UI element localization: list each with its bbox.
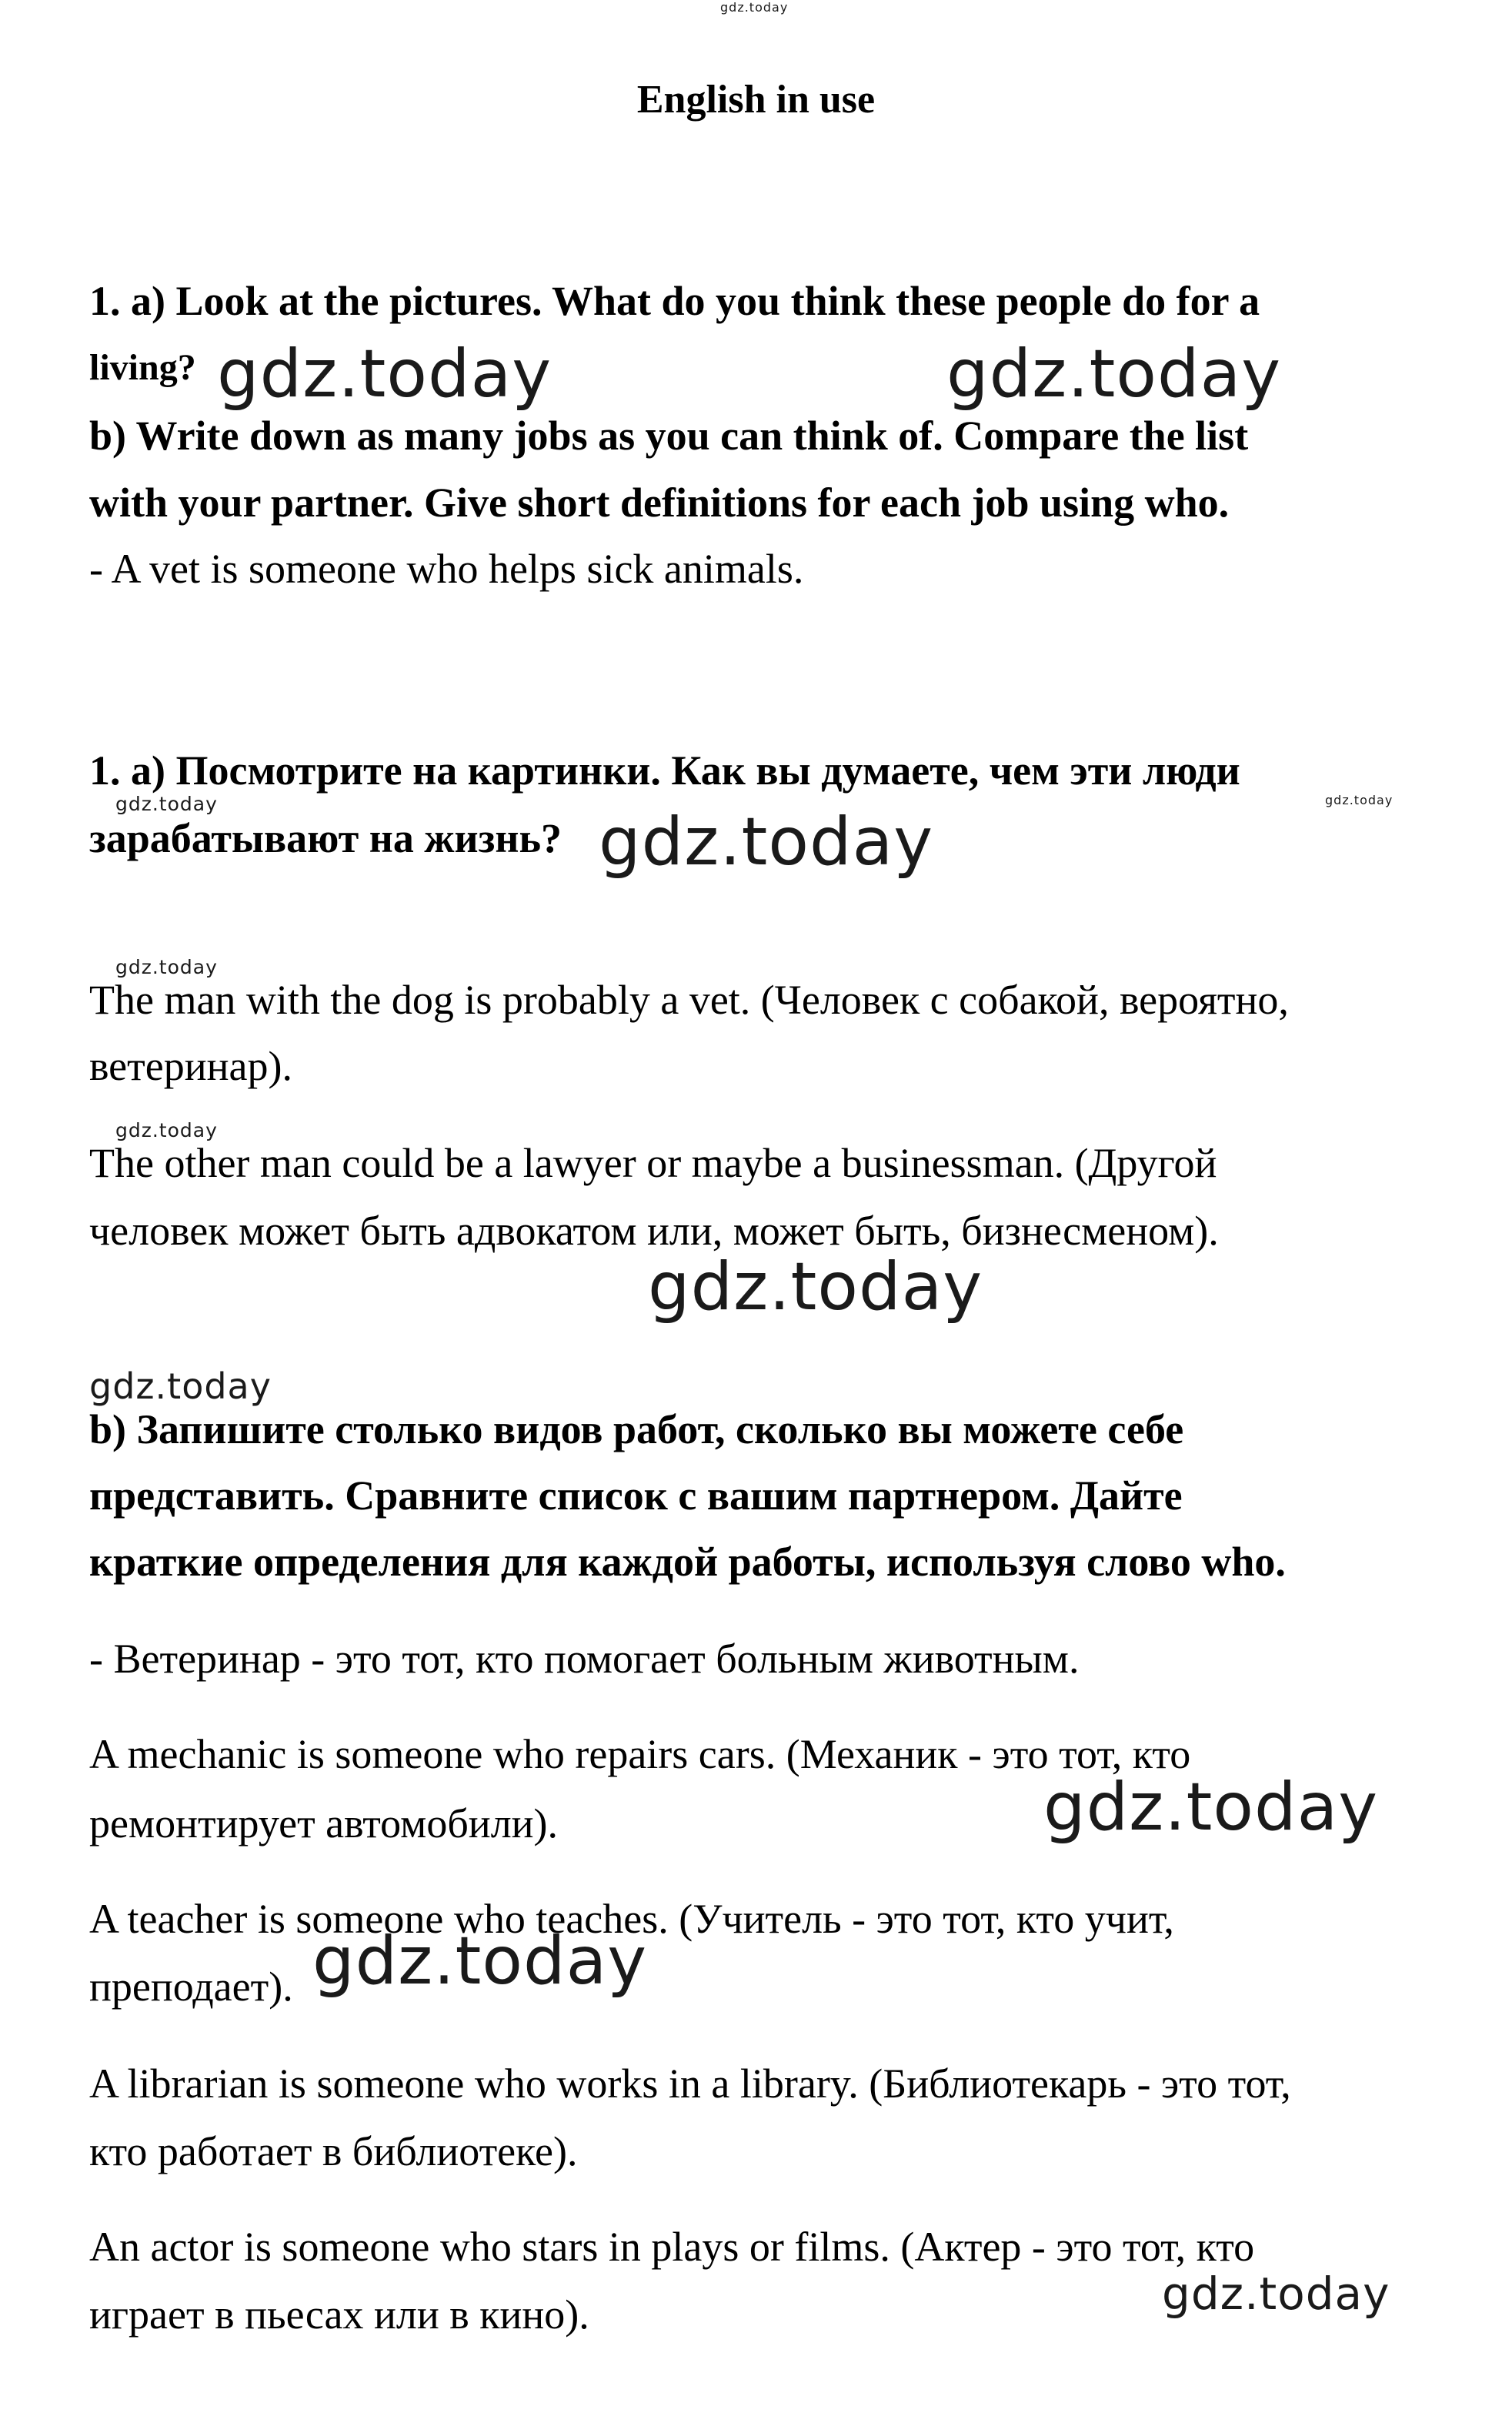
translation-b-line-2: представить. Сравните список с вашим партнером. Дайте [89, 1472, 1183, 1519]
watermark: gdz.today [1043, 1769, 1379, 1846]
task-example: - A vet is someone who helps sick animals. [89, 546, 804, 592]
answer-b-4-line-1: An actor is someone who stars in plays or films. (Актер - это тот, кто [89, 2224, 1255, 2270]
watermark: gdz.today [648, 1248, 983, 1325]
watermark: gdz.today [115, 793, 218, 815]
answer-a-2-line-2: человек может быть адвокатом или, может быть, бизнесменом). [89, 1208, 1219, 1254]
answer-b-1-line-1: A mechanic is someone who repairs cars. (Механик - это тот, кто [89, 1731, 1191, 1777]
answer-b-2-line-2: преподает). [89, 1963, 293, 2010]
watermark-top: gdz.today [720, 0, 789, 15]
watermark: gdz.today [89, 1365, 272, 1407]
watermark: gdz.today [1162, 2268, 1390, 2320]
answer-b-1-line-2: ремонтирует автомобили). [89, 1800, 559, 1847]
answer-a-1-line-1: The man with the dog is probably a vet. (Человек с собакой, вероятно, [89, 977, 1289, 1023]
task-a-line-2: living? [89, 347, 196, 388]
watermark: gdz.today [946, 336, 1282, 413]
answer-b-2-line-1: A teacher is someone who teaches. (Учитель - это тот, кто учит, [89, 1896, 1174, 1942]
task-b-line-2: with your partner. Give short definitions for each job using who. [89, 480, 1230, 526]
answer-b-4-line-2: играет в пьесах или в кино). [89, 2291, 589, 2338]
task-b-line-1: b) Write down as many jobs as you can think of. Compare the list [89, 413, 1249, 459]
answer-a-1-line-2: ветеринар). [89, 1043, 292, 1089]
watermark: gdz.today [115, 1119, 218, 1141]
watermark: gdz.today [599, 804, 934, 881]
watermark: gdz.today [312, 1923, 648, 2000]
answer-a-2-line-1: The other man could be a lawyer or maybe a businessman. (Другой [89, 1140, 1217, 1186]
watermark: gdz.today [1325, 793, 1394, 807]
translation-b-line-3: краткие определения для каждой работы, используя слово who. [89, 1539, 1286, 1585]
watermark: gdz.today [217, 336, 552, 413]
answer-b-3-line-1: A librarian is someone who works in a library. (Библиотекарь - это тот, [89, 2060, 1291, 2107]
watermark: gdz.today [115, 956, 218, 978]
page-title: English in use [636, 78, 876, 122]
translation-b-line-1: b) Запишите столько видов работ, сколько вы можете себе [89, 1406, 1184, 1452]
task-a-line-1: 1. a) Look at the pictures. What do you think these people do for a [89, 278, 1260, 324]
translation-example: - Ветеринар - это тот, кто помогает больным животным. [89, 1636, 1080, 1682]
translation-a-line-1: 1. а) Посмотрите на картинки. Как вы думаете, чем эти люди [89, 747, 1240, 794]
answer-b-3-line-2: кто работает в библиотеке). [89, 2128, 578, 2174]
translation-a-line-2: зарабатывают на жизнь? [89, 815, 562, 861]
